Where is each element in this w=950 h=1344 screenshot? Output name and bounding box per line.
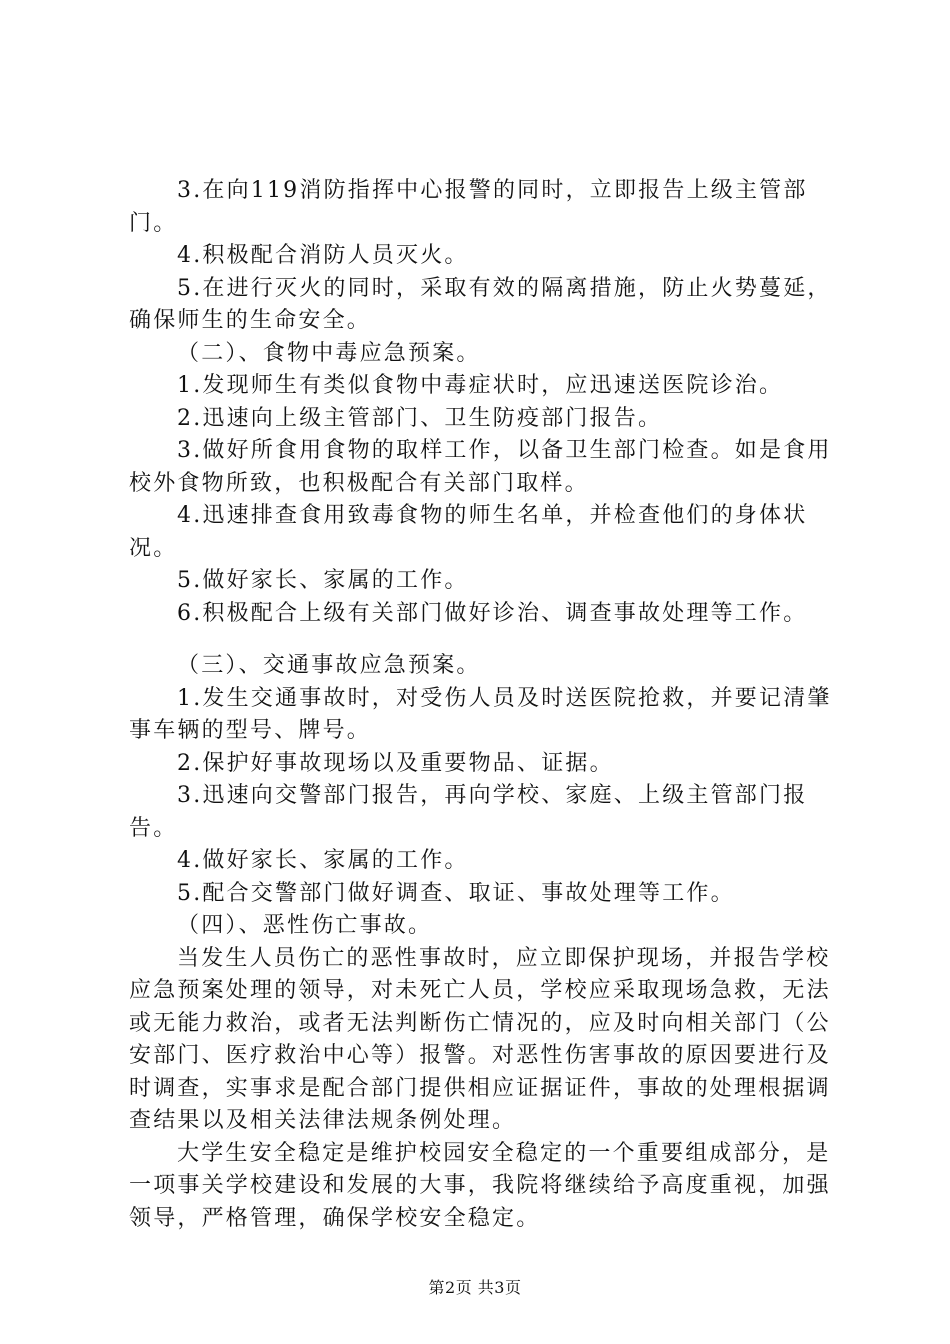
paragraph-food-2: 2.迅速向上级主管部门、卫生防疫部门报告。 [177,405,663,431]
section-heading-casualty: （四）、恶性伤亡事故。 [177,913,433,938]
paragraph-traffic-1: 1.发生交通事故时，对受伤人员及时送医院抢救，并要记清肇事车辆的型号、牌号。 [129,685,832,743]
paragraph-food-3: 3.做好所食用食物的取样工作，以备卫生部门检查。如是食用校外食物所致，也积极配合有关部门取样。 [129,438,832,496]
paragraph-food-6: 6.积极配合上级有关部门做好诊治、调查事故处理等工作。 [177,600,808,626]
page-number-footer: 第2页 共3页 [428,1278,522,1297]
section-heading-traffic-accident: （三）、交通事故应急预案。 [177,653,481,678]
paragraph-traffic-4: 4.做好家长、家属的工作。 [177,848,469,873]
paragraph-traffic-2: 2.保护好事故现场以及重要物品、证据。 [177,750,614,776]
paragraph-traffic-5: 5.配合交警部门做好调查、取证、事故处理等工作。 [177,880,735,906]
paragraph-fire-4: 4.积极配合消防人员灭火。 [177,243,469,268]
document-body [129,175,839,1235]
paragraph-fire-3: 3.在向119消防指挥中心报警的同时，立即报告上级主管部门。 [129,178,808,236]
paragraph-traffic-3: 3.迅速向交警部门报告，再向学校、家庭、上级主管部门报告。 [129,783,808,841]
section-gap [129,630,839,650]
paragraph-food-4: 4.迅速排查食用致毒食物的师生名单，并检查他们的身体状况。 [129,503,808,561]
paragraph-casualty: 当发生人员伤亡的恶性事故时，应立即保护现场，并报告学校应急预案处理的领导，对未死亡人员，学校应采取现场急救，无法或无能力救治，或者无法判断伤亡情况的，应及时向相关部门（公安部门、医疗救治中心等）报警。对恶性伤害事故的原因要进行及时调查，实事求是配合部门提供相应证据证件，事故的处理根据调查结果以及相关法律法规条例处理。 [129,945,831,1133]
paragraph-conclusion: 大学生安全稳定是维护校园安全稳定的一个重要组成部分，是一项事关学校建设和发展的大事，我院将继续给予高度重视，加强领导，严格管理，确保学校安全稳定。 [129,1140,831,1231]
section-heading-food-poisoning: （二）、食物中毒应急预案。 [177,340,481,366]
paragraph-fire-5: 5.在进行灭火的同时，采取有效的隔离措施，防止火势蔓延，确保师生的生命安全。 [129,275,832,333]
paragraph-food-5: 5.做好家长、家属的工作。 [177,568,469,593]
paragraph-food-1: 1.发现师生有类似食物中毒症状时，应迅速送医院诊治。 [177,373,784,398]
